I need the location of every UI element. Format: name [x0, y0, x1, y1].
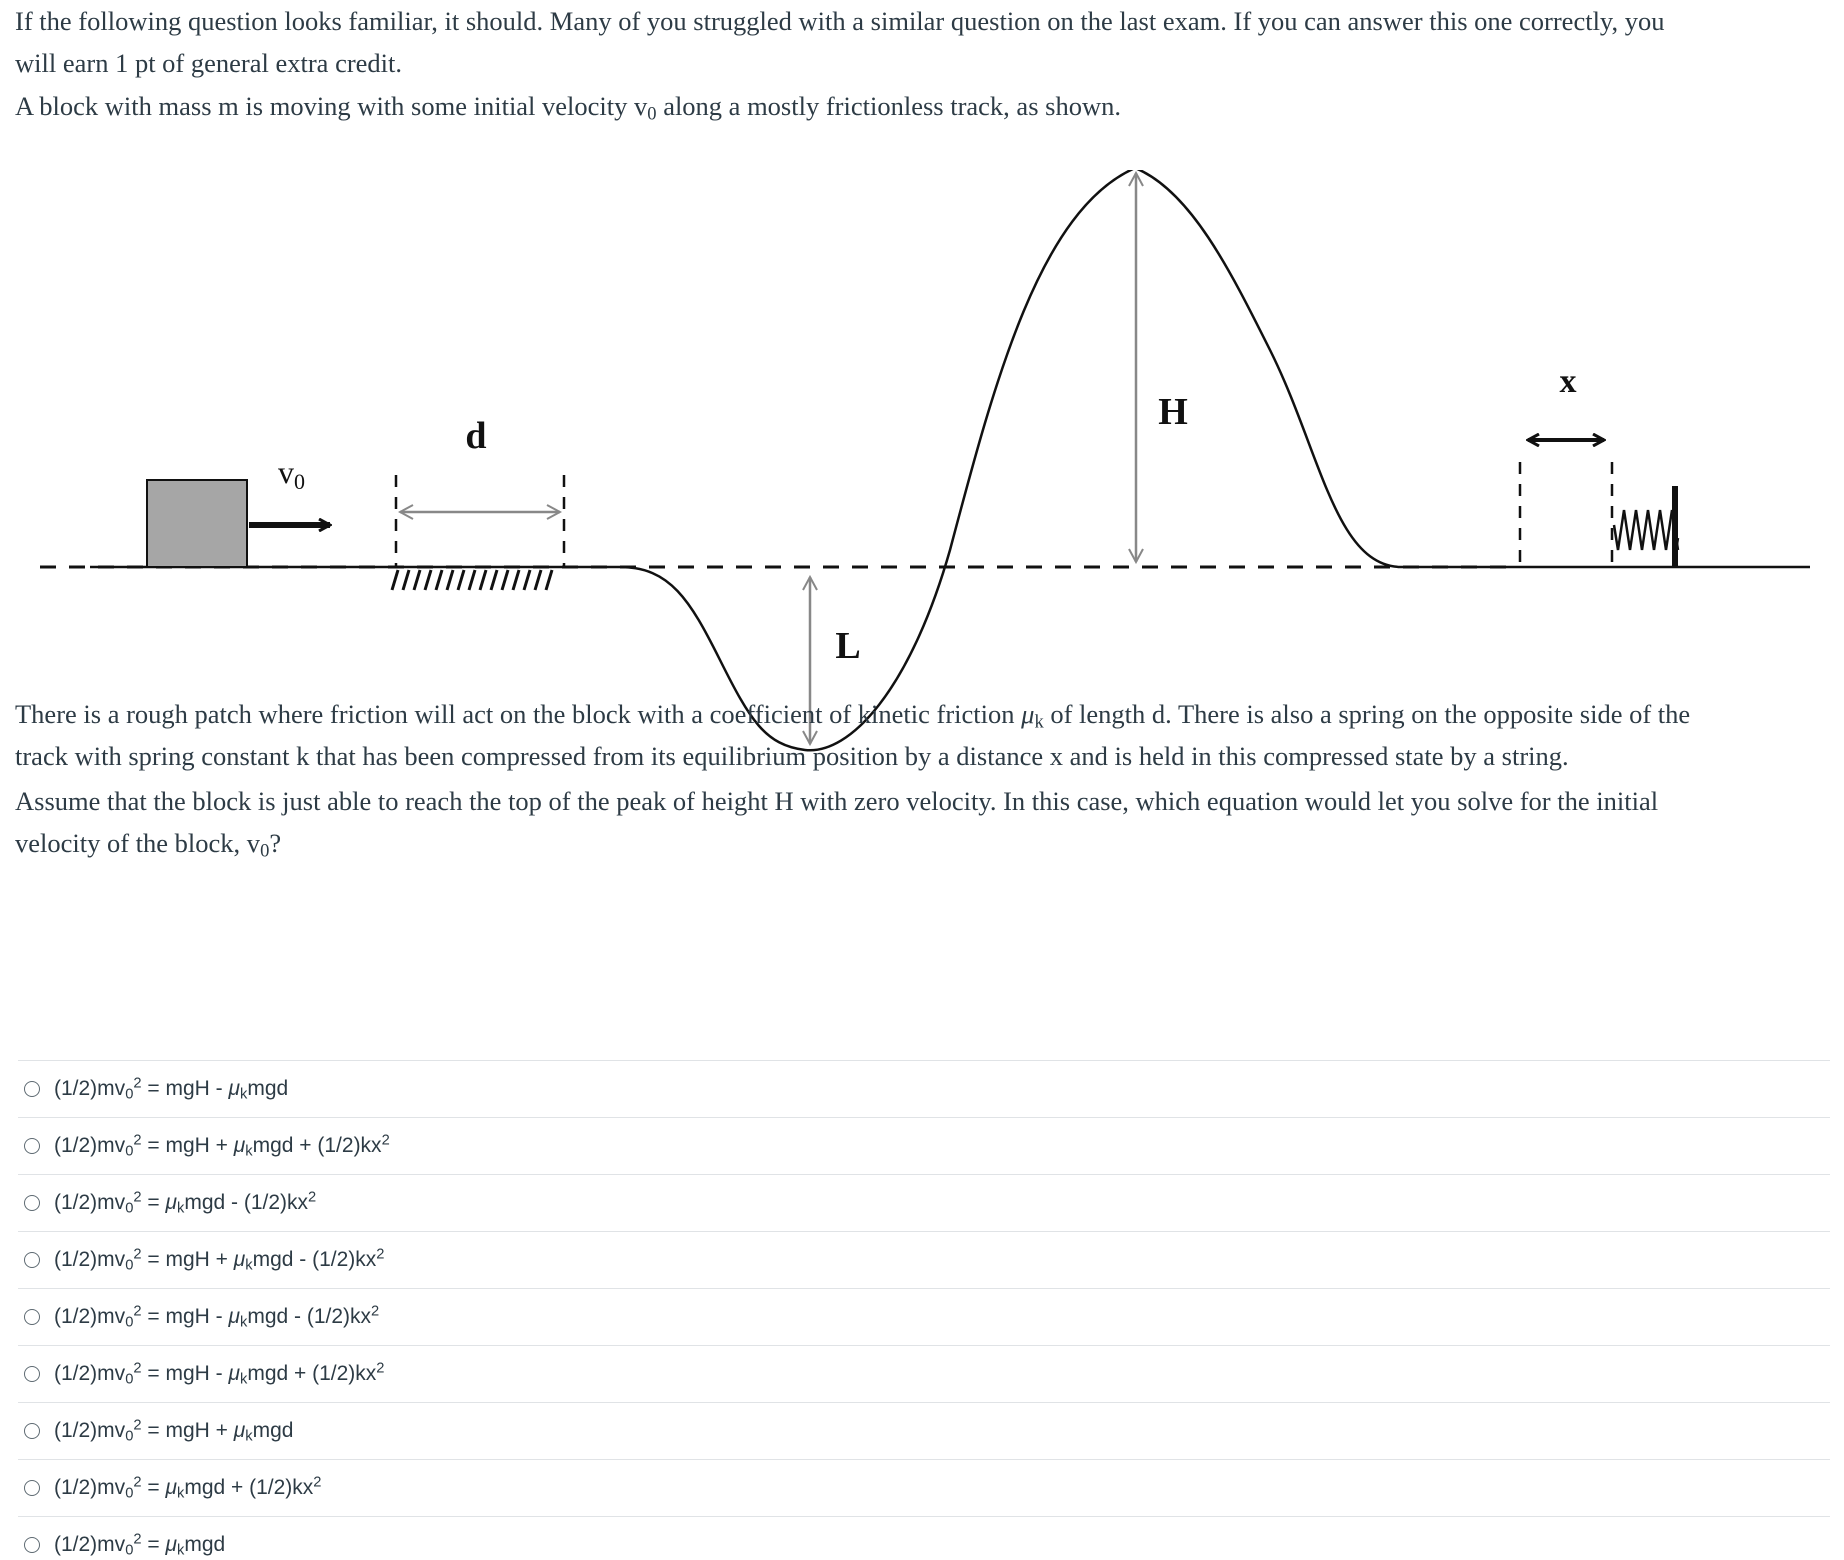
x-label: x	[1559, 363, 1577, 400]
answer-label: $(1/2)mv_0^2$ = mgH - $\mu_kmgd + (1/2)kx^2$	[54, 1360, 385, 1388]
radio-button[interactable]	[24, 1138, 40, 1154]
answer-label: $(1/2)mv_0^2 = \mu_kmgd - (1/2)kx^2$	[54, 1189, 317, 1217]
friction-text-line-2: track with spring constant k that has been compressed from its equilibrium position by a distance x and is held in this compressed state by a string.	[15, 741, 1569, 771]
answer-label: $(1/2)mv_0^2$ = mgH + $\mu_kmgd + (1/2)kx^2$	[54, 1132, 390, 1160]
answer-label: $(1/2)mv_0^2$ = mgH - $\mu_kmgd$	[54, 1075, 289, 1103]
friction-text-b: of length d. There is also a spring on the opposite side of the	[1043, 699, 1691, 729]
block	[147, 480, 247, 567]
radio-button[interactable]	[24, 1366, 40, 1382]
answer-option[interactable]	[18, 1175, 1830, 1232]
answer-label: $(1/2)mv_0^2 = \mu_kmgd + (1/2)kx^2$	[54, 1474, 322, 1502]
answer-option[interactable]	[18, 1289, 1830, 1346]
radio-button[interactable]	[24, 1195, 40, 1211]
answer-label: $(1/2)mv_0^2$ = mgH - $\mu_kmgd - (1/2)kx^2$	[54, 1303, 380, 1331]
mu-subscript: k	[1034, 711, 1044, 733]
answer-option[interactable]	[18, 1517, 1830, 1560]
radio-button[interactable]	[24, 1480, 40, 1496]
L-label: L	[835, 625, 861, 667]
mu-symbol: μ	[1021, 699, 1035, 729]
d-label: d	[465, 415, 487, 457]
question-line-1: Assume that the block is just able to reach the top of the peak of height H with zero velocity. In this case, which equation would let you solve for the initial	[15, 786, 1659, 816]
answer-option[interactable]	[18, 1346, 1830, 1403]
friction-text-a: There is a rough patch where friction will act on the block with a coefficient of kinetic friction	[15, 699, 1022, 729]
track-curve	[620, 170, 1400, 750]
answer-label: $(1/2)mv_0^2 = \mu_kmgd$	[54, 1531, 226, 1559]
setup-text-a: A block with mass m is moving with some initial velocity v	[15, 91, 648, 121]
v0-label: v0	[278, 454, 305, 494]
spring	[1614, 510, 1678, 550]
spring-wall	[1672, 486, 1678, 568]
question-v0-subscript: 0	[260, 840, 270, 862]
intro-line-1: If the following question looks familiar, it should. Many of you struggled with a similar question on the last exam. If you can answer this one correctly, you	[15, 6, 1665, 36]
friction-paragraph	[15, 693, 1825, 777]
setup-text-b: along a mostly frictionless track, as shown.	[656, 91, 1121, 121]
rough-patch-hatching	[392, 570, 552, 590]
radio-button[interactable]	[24, 1537, 40, 1553]
setup-text	[15, 85, 1825, 127]
radio-button[interactable]	[24, 1081, 40, 1097]
answer-option[interactable]	[18, 1232, 1830, 1289]
answer-option[interactable]	[18, 1460, 1830, 1517]
intro-line-2: will earn 1 pt of general extra credit.	[15, 48, 403, 78]
answer-option[interactable]	[18, 1118, 1830, 1175]
radio-button[interactable]	[24, 1252, 40, 1268]
radio-button[interactable]	[24, 1423, 40, 1439]
H-label: H	[1158, 391, 1188, 433]
answer-option[interactable]	[18, 1061, 1830, 1118]
question-paragraph	[15, 780, 1825, 864]
answer-option[interactable]	[18, 1403, 1830, 1460]
intro-text	[15, 0, 1825, 84]
answer-label: $(1/2)mv_0^2$ = mgH + $\mu_kmgd$	[54, 1417, 294, 1445]
radio-button[interactable]	[24, 1309, 40, 1325]
answer-label: $(1/2)mv_0^2$ = mgH + $\mu_kmgd - (1/2)kx^2$	[54, 1246, 385, 1274]
setup-v0-subscript: 0	[647, 103, 657, 125]
question-line-2-a: velocity of the block, v	[15, 828, 261, 858]
answer-choices	[18, 1060, 1830, 1560]
question-line-2-b: ?	[269, 828, 282, 858]
